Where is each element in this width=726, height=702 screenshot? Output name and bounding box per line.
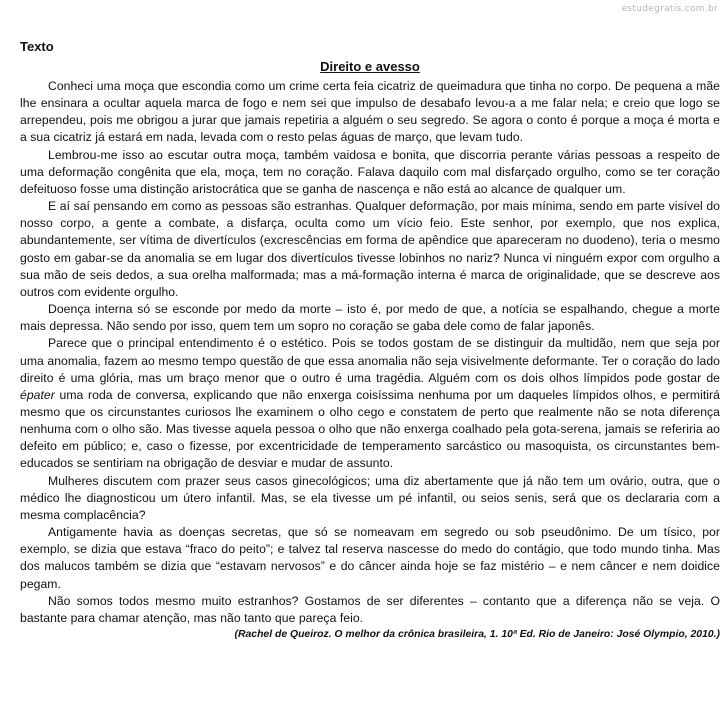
paragraph-6 — [20, 473, 720, 524]
site-watermark: estudegratis.com.br — [621, 4, 718, 14]
paragraph-5-text-b: uma roda de conversa, explicando que não enxerga coisíssima nenhuma por um daqueles límpidos olhos, e permitirá mesmo que os circunstantes curiosos lhe examinem o olho cego e constatem de perto que realmente não se nota diferença nenhuma com o olho são. Mas tivesse aquela pessoa o olho que não enxerga coalhado pela gota-serena, jamais se referiria ao defeito em público; e, caso o fizesse, por excentricidade de temperamento sarcástico ou masoquista, os circunstantes bem-educados se sentiriam na obrigação de desviar e mudar de assunto. — [20, 387, 720, 471]
paragraph-7 — [20, 524, 720, 593]
text-body — [20, 78, 720, 627]
paragraph-5-text-a: Parece que o principal entendimento é o estético. Pois se todos gostam de se distinguir da multidão, nem que seja por uma anomalia, fazem ao mesmo tempo questão de que essa anomalia não seja visivelmente deformante. Ter o coração do lado direito é uma glória, mas um braço menor que o outro é uma tragédia. Alguém com os dois olhos límpidos pode gostar de — [20, 336, 720, 385]
paragraph-8-text: Não somos todos mesmo muito estranhos? Gostamos de ser diferentes – contanto que a diferença não se veja. O bastante para chamar atenção, mas não tanto que pareça feio. — [20, 593, 720, 625]
paragraph-4-text: Doença interna só se esconde por medo da morte – isto é, por medo de que, a notícia se espalhando, chegue a morte mais depressa. Não sendo por isso, quem tem um sopro no coração se gaba dele como de falar japonês. — [20, 302, 720, 334]
paragraph-2-text: Lembrou-me isso ao escutar outra moça, também vaidosa e bonita, que discorria perante várias pessoas a respeito de uma deformação congênita que ela, moça, tem no coração. Falava daquilo com mal disfarçado orgulho, como se ter coração defeituoso fosse uma distinção aristocrática que se ganha de nascença e não está ao alcance de qualquer um. — [20, 147, 720, 196]
paragraph-5 — [20, 335, 720, 472]
text-title — [20, 58, 720, 76]
paragraph-2 — [20, 147, 720, 198]
paragraph-4 — [20, 301, 720, 335]
text-document — [20, 38, 720, 643]
paragraph-8 — [20, 593, 720, 627]
source-citation: (Rachel de Queiroz. O melhor da crônica brasileira, 1. 10ª Ed. Rio de Janeiro: José Olympio, 2010.) — [234, 629, 720, 640]
paragraph-1 — [20, 78, 720, 147]
paragraph-6-text: Mulheres discutem com prazer seus casos ginecológicos; uma diz abertamente que já não tem um ovário, outra, que o médico lhe diagnosticou um útero infantil. Mas, se ela tivesse um pé infantil, ou seios senis, será que os declararia com a mesma complacência? — [20, 473, 720, 522]
section-label: Texto — [20, 39, 54, 54]
paragraph-1-text: Conheci uma moça que escondia como um crime certa feia cicatriz de queimadura que tinha no corpo. De pequena a mãe lhe ensinara a ocultar aquela marca de fogo e nem sei que impulso de desabafo levou-a a me falar nela; e creio que logo se arrependeu, pois me obrigou a jurar que jamais repetiria a alguém o seu segredo. Se agora o conto é porque a moça é morta e a sua cicatriz já estará em nada, levada com o resto pelas águas de março, que levam tudo. — [20, 79, 720, 145]
paragraph-3-text: E aí saí pensando em como as pessoas são estranhas. Qualquer deformação, por mais mínima, sendo em parte visível do nosso corpo, a gente a combate, a disfarça, oculta como um vício feio. Este senhor, por exemplo, que nos explica, abundantemente, ser vítima de divertículos (excrescências em forma de apêndice que apareceram no duodeno), teria o mesmo gosto em gabar-se da anomalia se em lugar dos divertículos tivesse lobinhos no nariz? Nunca vi ninguém expor com orgulho a sua mão de seis dedos, a sua orelha malformada; mas a má-formação interna é marca de originalidade, que se descreve aos outros com evidente orgulho. — [20, 199, 720, 299]
paragraph-3 — [20, 198, 720, 301]
paragraph-7-text: Antigamente havia as doenças secretas, que só se nomeavam em segredo ou sob pseudônimo. De um tísico, por exemplo, se dizia que estava “fraco do peito”; e talvez tal reserva nascesse do medo do contágio, que todo mundo tinha. Mas dos malucos também se dizia que “estavam nervosos” e do câncer ainda hoje se faz mistério – e nem câncer e nem doidice pegam. — [20, 525, 720, 591]
text-title-label: Direito e avesso — [320, 59, 420, 74]
italic-word-epater: épater — [20, 387, 55, 402]
